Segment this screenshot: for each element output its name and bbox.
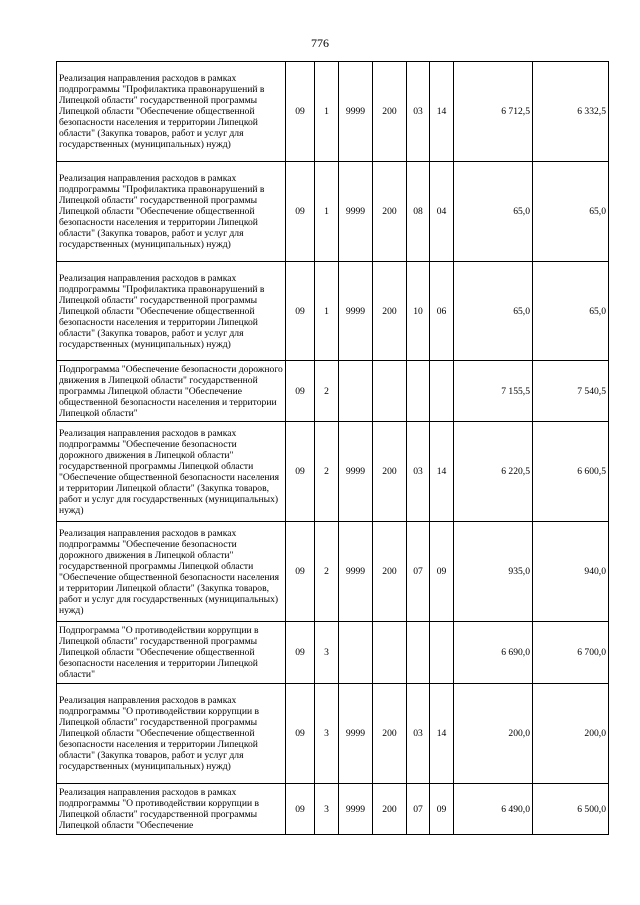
table-row [57, 522, 609, 622]
row-description: Реализация направления расходов в рамках подпрограммы "Профилактика правонарушений в Липецкой области" государственной программы Липецкой области "Обеспечение общественной безопасности населения и территории Липецкой области" (Закупка товаров, работ и услуг для государственных (муниципальных) нужд) [57, 262, 286, 361]
code-direction: 9999 [339, 62, 373, 162]
amount-year-1: 6 490,0 [454, 784, 533, 835]
table-row [57, 262, 609, 361]
code-subsection [430, 622, 454, 684]
code-section [407, 622, 430, 684]
row-description: Реализация направления расходов в рамках подпрограммы "Профилактика правонарушений в Липецкой области" государственной программы Липецкой области "Обеспечение общественной безопасности населения и территории Липецкой области" (Закупка товаров, работ и услуг для государственных (муниципальных) нужд) [57, 162, 286, 262]
amount-year-2: 7 540,5 [533, 361, 609, 422]
code-subsection [430, 361, 454, 422]
code-direction [339, 622, 373, 684]
code-expense-type: 200 [373, 684, 407, 784]
code-subsection: 14 [430, 422, 454, 522]
code-expense-type [373, 361, 407, 422]
code-subprogram: 3 [315, 684, 339, 784]
row-description: Реализация направления расходов в рамках подпрограммы "О противодействии коррупции в Липецкой области" государственной программы Липецкой области "Обеспечение [57, 784, 286, 835]
code-ministry: 09 [286, 361, 315, 422]
row-description: Реализация направления расходов в рамках подпрограммы "Обеспечение безопасности дорожного движения в Липецкой области" государственной программы Липецкой области "Обеспечение общественной безопасности населения и территории Липецкой области" (Закупка товаров, работ и услуг для государственных (муниципальных) нужд) [57, 422, 286, 522]
table-row [57, 62, 609, 162]
amount-year-1: 200,0 [454, 684, 533, 784]
amount-year-2: 6 700,0 [533, 622, 609, 684]
code-subsection: 14 [430, 684, 454, 784]
code-ministry: 09 [286, 62, 315, 162]
code-section: 07 [407, 522, 430, 622]
row-description: Реализация направления расходов в рамках подпрограммы "Обеспечение безопасности дорожного движения в Липецкой области" государственной программы Липецкой области "Обеспечение общественной безопасности населения и территории Липецкой области" (Закупка товаров, работ и услуг для государственных (муниципальных) нужд) [57, 522, 286, 622]
table-row [57, 622, 609, 684]
code-section: 03 [407, 684, 430, 784]
amount-year-1: 935,0 [454, 522, 533, 622]
table-row [57, 361, 609, 422]
code-section [407, 361, 430, 422]
code-ministry: 09 [286, 162, 315, 262]
amount-year-2: 6 600,5 [533, 422, 609, 522]
amount-year-1: 7 155,5 [454, 361, 533, 422]
code-expense-type [373, 622, 407, 684]
code-section: 08 [407, 162, 430, 262]
code-section: 03 [407, 422, 430, 522]
code-ministry: 09 [286, 522, 315, 622]
code-subprogram: 2 [315, 361, 339, 422]
code-ministry: 09 [286, 422, 315, 522]
code-subprogram: 2 [315, 522, 339, 622]
code-section: 10 [407, 262, 430, 361]
amount-year-2: 940,0 [533, 522, 609, 622]
row-description: Реализация направления расходов в рамках подпрограммы "Профилактика правонарушений в Липецкой области" государственной программы Липецкой области "Обеспечение общественной безопасности населения и территории Липецкой области" (Закупка товаров, работ и услуг для государственных (муниципальных) нужд) [57, 62, 286, 162]
code-direction: 9999 [339, 784, 373, 835]
code-direction: 9999 [339, 262, 373, 361]
code-direction: 9999 [339, 162, 373, 262]
code-expense-type: 200 [373, 262, 407, 361]
code-expense-type: 200 [373, 162, 407, 262]
code-direction [339, 361, 373, 422]
code-section: 07 [407, 784, 430, 835]
code-subprogram: 1 [315, 262, 339, 361]
row-description: Подпрограмма "Обеспечение безопасности дорожного движения в Липецкой области" государственной программы Липецкой области "Обеспечение общественной безопасности населения и территории Липецкой области" [57, 361, 286, 422]
code-subsection: 14 [430, 62, 454, 162]
amount-year-2: 6 332,5 [533, 62, 609, 162]
code-direction: 9999 [339, 684, 373, 784]
code-subprogram: 1 [315, 162, 339, 262]
row-description: Реализация направления расходов в рамках подпрограммы "О противодействии коррупции в Липецкой области" государственной программы Липецкой области "Обеспечение общественной безопасности населения и территории Липецкой области" (Закупка товаров, работ и услуг для государственных (муниципальных) нужд) [57, 684, 286, 784]
amount-year-2: 200,0 [533, 684, 609, 784]
code-expense-type: 200 [373, 62, 407, 162]
code-ministry: 09 [286, 784, 315, 835]
table-row [57, 422, 609, 522]
amount-year-1: 6 690,0 [454, 622, 533, 684]
code-ministry: 09 [286, 622, 315, 684]
amount-year-1: 6 712,5 [454, 62, 533, 162]
amount-year-1: 65,0 [454, 162, 533, 262]
page-number: 776 [311, 36, 329, 50]
code-expense-type: 200 [373, 422, 407, 522]
code-expense-type: 200 [373, 784, 407, 835]
code-subsection: 06 [430, 262, 454, 361]
code-subprogram: 1 [315, 62, 339, 162]
code-section: 03 [407, 62, 430, 162]
amount-year-2: 6 500,0 [533, 784, 609, 835]
budget-table [56, 61, 609, 835]
table-row [57, 784, 609, 835]
code-direction: 9999 [339, 522, 373, 622]
table-row [57, 684, 609, 784]
code-ministry: 09 [286, 262, 315, 361]
code-direction: 9999 [339, 422, 373, 522]
code-subprogram: 3 [315, 622, 339, 684]
row-description: Подпрограмма "О противодействии коррупции в Липецкой области" государственной программы Липецкой области "Обеспечение общественной безопасности населения и территории Липецкой области" [57, 622, 286, 684]
code-expense-type: 200 [373, 522, 407, 622]
amount-year-1: 65,0 [454, 262, 533, 361]
table-row [57, 162, 609, 262]
code-subprogram: 2 [315, 422, 339, 522]
amount-year-2: 65,0 [533, 262, 609, 361]
code-subsection: 09 [430, 784, 454, 835]
code-subsection: 04 [430, 162, 454, 262]
code-subsection: 09 [430, 522, 454, 622]
amount-year-2: 65,0 [533, 162, 609, 262]
code-ministry: 09 [286, 684, 315, 784]
amount-year-1: 6 220,5 [454, 422, 533, 522]
code-subprogram: 3 [315, 784, 339, 835]
